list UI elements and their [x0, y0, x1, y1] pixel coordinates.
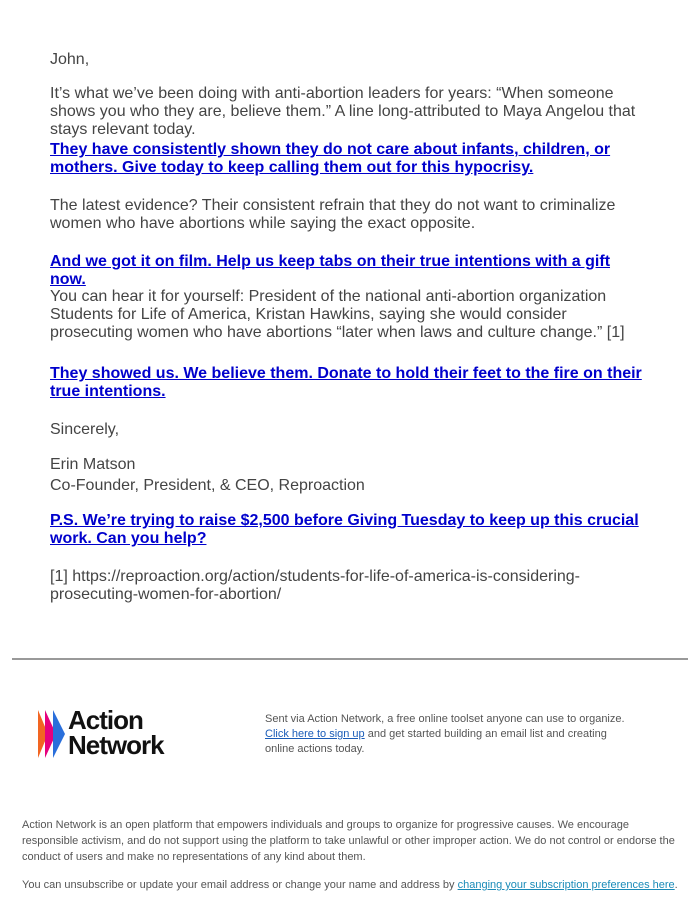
sign-up-link[interactable]: Click here to sign up: [265, 728, 365, 740]
footnote: [1] https://reproaction.org/action/students-for-life-of-america-is-considering-prosecuting-women-for-abortion/: [50, 568, 580, 603]
logo-wordmark: [68, 705, 164, 760]
logo-line-action: Action: [68, 705, 143, 735]
footer-legal-notice: Action Network is an open platform that empowers individuals and groups to organize for progressive causes. We encourage responsible activism, and do not support using the platform to take unlawful or other improper action. We do not control or endorse the conduct of users and make no representations of any kind about them.: [22, 819, 675, 863]
logo-line-network: Network: [68, 730, 164, 760]
action-network-logo[interactable]: [38, 705, 198, 760]
paragraph-hawkins: You can hear it for yourself: President of the national anti-abortion organization Students for Life of America, Kristan Hawkins, saying she would consider prosecuting women who have abortions “later when laws and culture change.” [1]: [50, 288, 625, 341]
signoff: Sincerely,: [50, 421, 120, 438]
unsubscribe-period: .: [674, 879, 678, 891]
greeting: John,: [50, 51, 90, 68]
unsubscribe-text: You can unsubscribe or update your email address or change your name and address by: [22, 879, 455, 891]
donate-link-2[interactable]: And we got it on film. Help us keep tabs on their true intentions with a gift now.: [50, 253, 611, 288]
subscription-preferences-link[interactable]: changing your subscription preferences here: [457, 879, 675, 891]
footer-sent-via: [265, 712, 635, 757]
ps-donate-link[interactable]: P.S. We’re trying to raise $2,500 before Giving Tuesday to keep up this crucial work. Can you help?: [50, 512, 639, 547]
sent-via-suffix: and get started building an email list and creating online actions today.: [265, 728, 607, 755]
footer-divider: [12, 658, 688, 660]
donate-link-1[interactable]: They have consistently shown they do not care about infants, children, or mothers. Give today to keep calling them out for this hypocrisy.: [50, 141, 611, 176]
paragraph-evidence: The latest evidence? Their consistent refrain that they do not want to criminalize women who have abortions while saying the exact opposite.: [50, 197, 616, 232]
paragraph-intro: It’s what we’ve been doing with anti-abortion leaders for years: “When someone shows you who they are, believe them.” A line long-attributed to Maya Angelou that stays relevant today.: [50, 85, 636, 138]
action-network-logo-icon: [38, 710, 68, 758]
sent-via-text: Sent via Action Network, a free online toolset anyone can use to organize.: [265, 713, 625, 725]
signer-title: Co-Founder, President, & CEO, Reproaction: [50, 477, 365, 494]
footer-unsubscribe: [22, 878, 682, 893]
donate-link-3[interactable]: They showed us. We believe them. Donate to hold their feet to the fire on their true intentions.: [50, 365, 642, 400]
signer-name: Erin Matson: [50, 456, 136, 473]
